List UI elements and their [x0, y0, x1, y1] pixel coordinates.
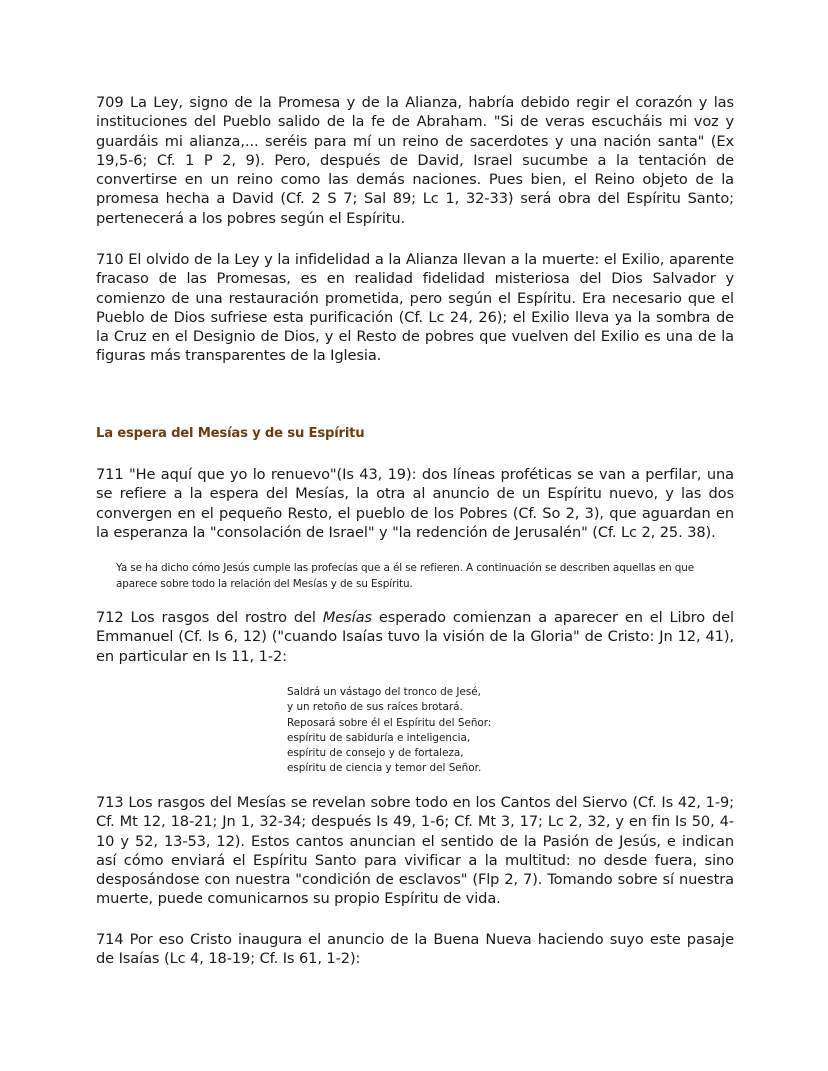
paragraph-711: 711 "He aquí que yo lo renuevo"(Is 43, 19): dos líneas proféticas se van a perfilar, una se refiere a la espera del Mesías, la otra al anuncio de un Espíritu nuevo, y las dos convergen en el pequeño Resto, el pueblo de los Pobres (Cf. So 2, 3), que aguardan en la esperanza la "consolación de Israel" y "la redención de Jerusalén" (Cf. Lc 2, 25. 38).: [96, 466, 734, 541]
paragraph-713: 713 Los rasgos del Mesías se revelan sobre todo en los Cantos del Siervo (Cf. Is 42, 1-9; Cf. Mt 12, 18-21; Jn 1, 32-34; después Is 49, 1-6; Cf. Mt 3, 17; Lc 2, 32, y en fin Is 50, 4-10 y 52, 13-53, 12). Estos cantos anuncian el sentido de la Pasión de Jesús, e indican así cómo enviará el Espíritu Santo para vivificar a la multitud: no desde fuera, sino desposándose con nuestra "condición de esclavos" (Flp 2, 7). Tomando sobre sí nuestra muerte, puede comunicarnos su propio Espíritu de vida.: [96, 794, 734, 908]
paragraph-712-emphasis: Mesías: [322, 609, 372, 626]
editorial-note: Ya se ha dicho cómo Jesús cumple las profecías que a él se refieren. A continuación se describen aquellas en que aparece sobre todo la relación del Mesías y de su Espíritu.: [116, 562, 695, 590]
paragraph-709: 709 La Ley, signo de la Promesa y de la Alianza, habría debido regir el corazón y las instituciones del Pueblo salido de la fe de Abraham. "Si de veras escucháis mi voz y guardáis mi alianza,... seréis para mí un reino de sacerdotes y una nación santa" (Ex 19,5-6; Cf. 1 P 2, 9). Pero, después de David, Israel sucumbe a la tentación de convertirse en un reino como las demás naciones. Pues bien, el Reino objeto de la promesa hecha a David (Cf. 2 S 7; Sal 89; Lc 1, 32-33) será obra del Espíritu Santo; pertenecerá a los pobres según el Espíritu.: [96, 94, 734, 227]
quote-line: espíritu de consejo y de fortaleza,: [287, 747, 464, 760]
document-page: [96, 93, 734, 968]
quote-line: Reposará sobre él el Espíritu del Señor:: [287, 716, 492, 729]
paragraph-714: 714 Por eso Cristo inaugura el anuncio de la Buena Nueva haciendo suyo este pasaje de Isaías (Lc 4, 18-19; Cf. Is 61, 1-2):: [96, 931, 734, 968]
quote-line: Saldrá un vástago del tronco de Jesé,: [287, 686, 481, 698]
scripture-quote: [287, 685, 587, 777]
paragraph-710: 710 El olvido de la Ley y la infidelidad a la Alianza llevan a la muerte: el Exilio, aparente fracaso de las Promesas, es en realidad fidelidad misteriosa del Dios Salvador y comienzo de una restauración prometida, pero según el Espíritu. Era necesario que el Pueblo de Dios sufriese esta purificación (Cf. Lc 24, 26); el Exilio lleva ya la sombra de la Cruz en el Designio de Dios, y el Resto de pobres que vuelven del Exilio es una de la figuras más transparentes de la Iglesia.: [96, 251, 734, 365]
paragraph-712-text-end: esperado comienzan a aparecer en el Libro del Emmanuel (Cf. Is 6, 12) ("cuando Isaías tuvo la visión de la Gloria" de Cristo: Jn 12, 41), en particular en Is 11, 1-2:: [96, 609, 734, 665]
paragraph-712: [96, 608, 734, 666]
quote-line: y un retoño de sus raíces brotará.: [287, 701, 463, 714]
quote-line: espíritu de ciencia y temor del Señor.: [287, 762, 482, 775]
paragraph-712-text-start: 712 Los rasgos del rostro del: [96, 609, 323, 626]
section-heading: La espera del Mesías y de su Espíritu: [96, 426, 365, 441]
quote-line: espíritu de sabiduría e inteligencia,: [287, 731, 471, 744]
